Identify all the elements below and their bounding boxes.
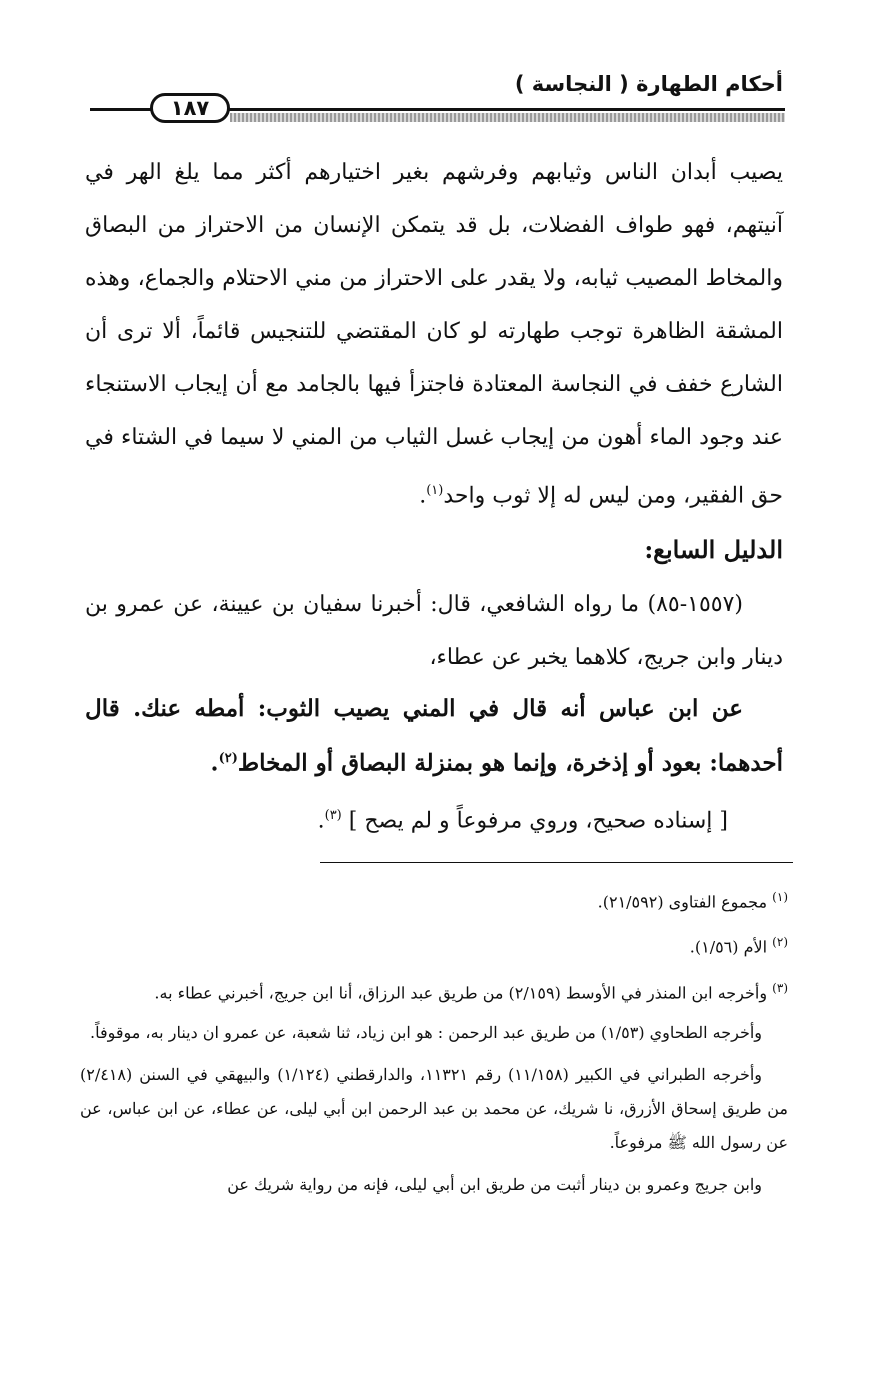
header-rule-ornament bbox=[230, 113, 785, 122]
page-number-badge: ١٨٧ bbox=[150, 93, 230, 123]
footnote: $^{(١)}$ مجموع الفتاوى (٢١/٥٩٢). bbox=[597, 890, 788, 912]
grading: [ إسناده صحيح، وروي مرفوعاً و لم يصح ] $^{(٣)}$. bbox=[317, 807, 728, 834]
main-text bbox=[85, 146, 783, 847]
footnote-continuation: وأخرجه الطحاوي (١/٥٣) من طريق عبد الرحمن : هو ابن زياد، ثنا شعبة، عن عمرو ان دينار به، موقوفاً. bbox=[89, 1022, 762, 1042]
section-heading: الدليل السابع: bbox=[644, 535, 783, 565]
running-header-title: أحكام الطهارة ( النجاسة ) bbox=[514, 72, 783, 96]
footnotes bbox=[80, 880, 788, 1210]
footnote-continuation: وابن جريج وعمرو بن دينار أثبت من طريق ابن أبي ليلى، فإنه من رواية شريك عن bbox=[227, 1174, 762, 1194]
footnote-ref: (١) bbox=[426, 483, 444, 498]
paragraph: يصيب أبدان الناس وثيابهم وفرشهم بغير اختيارهم أكثر مما يلغ الهر في آنيتهم، فهو طواف الفضلات، بل قد يتمكن الإنسان من الاحتراز من البصاق والمخاط المصيب ثيابه، ولا يقدر على الاحتراز من مني الاحتلام والجماع، وهذه المشقة الظاهرة توجب طهارته لو كان المقتضي للتنجيس قائماً، ألا ترى أن الشارع خفف في النجاسة المعتادة فاجتزأ فيها بالجامد مع أن إيجاب الاستنجاء عند وجود الماء أهون من إيجاب غسل الثياب من المني لا سيما في الشتاء في حق الفقير، ومن ليس له إلا ثوب واحد$^{(١)}$. bbox=[85, 160, 783, 509]
footnote-ref: (٢) bbox=[218, 751, 238, 767]
footnote: $^{(٣)}$ وأخرجه ابن المنذر في الأوسط (٢/١٥٩) من طريق عبد الرزاق، أنا ابن جريج، أخبرني عطاء به. bbox=[154, 980, 788, 1002]
footnote-separator bbox=[320, 862, 793, 863]
footnote-ref: (٣) bbox=[324, 807, 342, 823]
footnote-continuation: وأخرجه الطبراني في الكبير (١١/١٥٨) رقم ١١٣٢١، والدارقطني (١/١٢٤) والبيهقي في السنن (٢/٤١٨) من طريق إسحاق الأزرق، نا شريك، عن محمد بن عبد الرحمن ابن أبي ليلى، عن عطاء، عن ابن عباس، عن عن رسول الله ﷺ مرفوعاً. bbox=[80, 1064, 789, 1152]
paragraph: (١٥٥٧-٨٥) ما رواه الشافعي، قال: أخبرنا سفيان بن عيينة، عن عمرو بن دينار وابن جريج، كلاهما يخبر عن عطاء، bbox=[85, 592, 783, 671]
footnote: $^{(٢)}$ الأم (١/٥٦). bbox=[689, 935, 788, 957]
hadith-text: عن ابن عباس أنه قال في المني يصيب الثوب: أمطه عنك. قال أحدهما: بعود أو إذخرة، وإنما هو بمنزلة البصاق أو المخاط$^{(٢)}$. bbox=[85, 695, 783, 777]
